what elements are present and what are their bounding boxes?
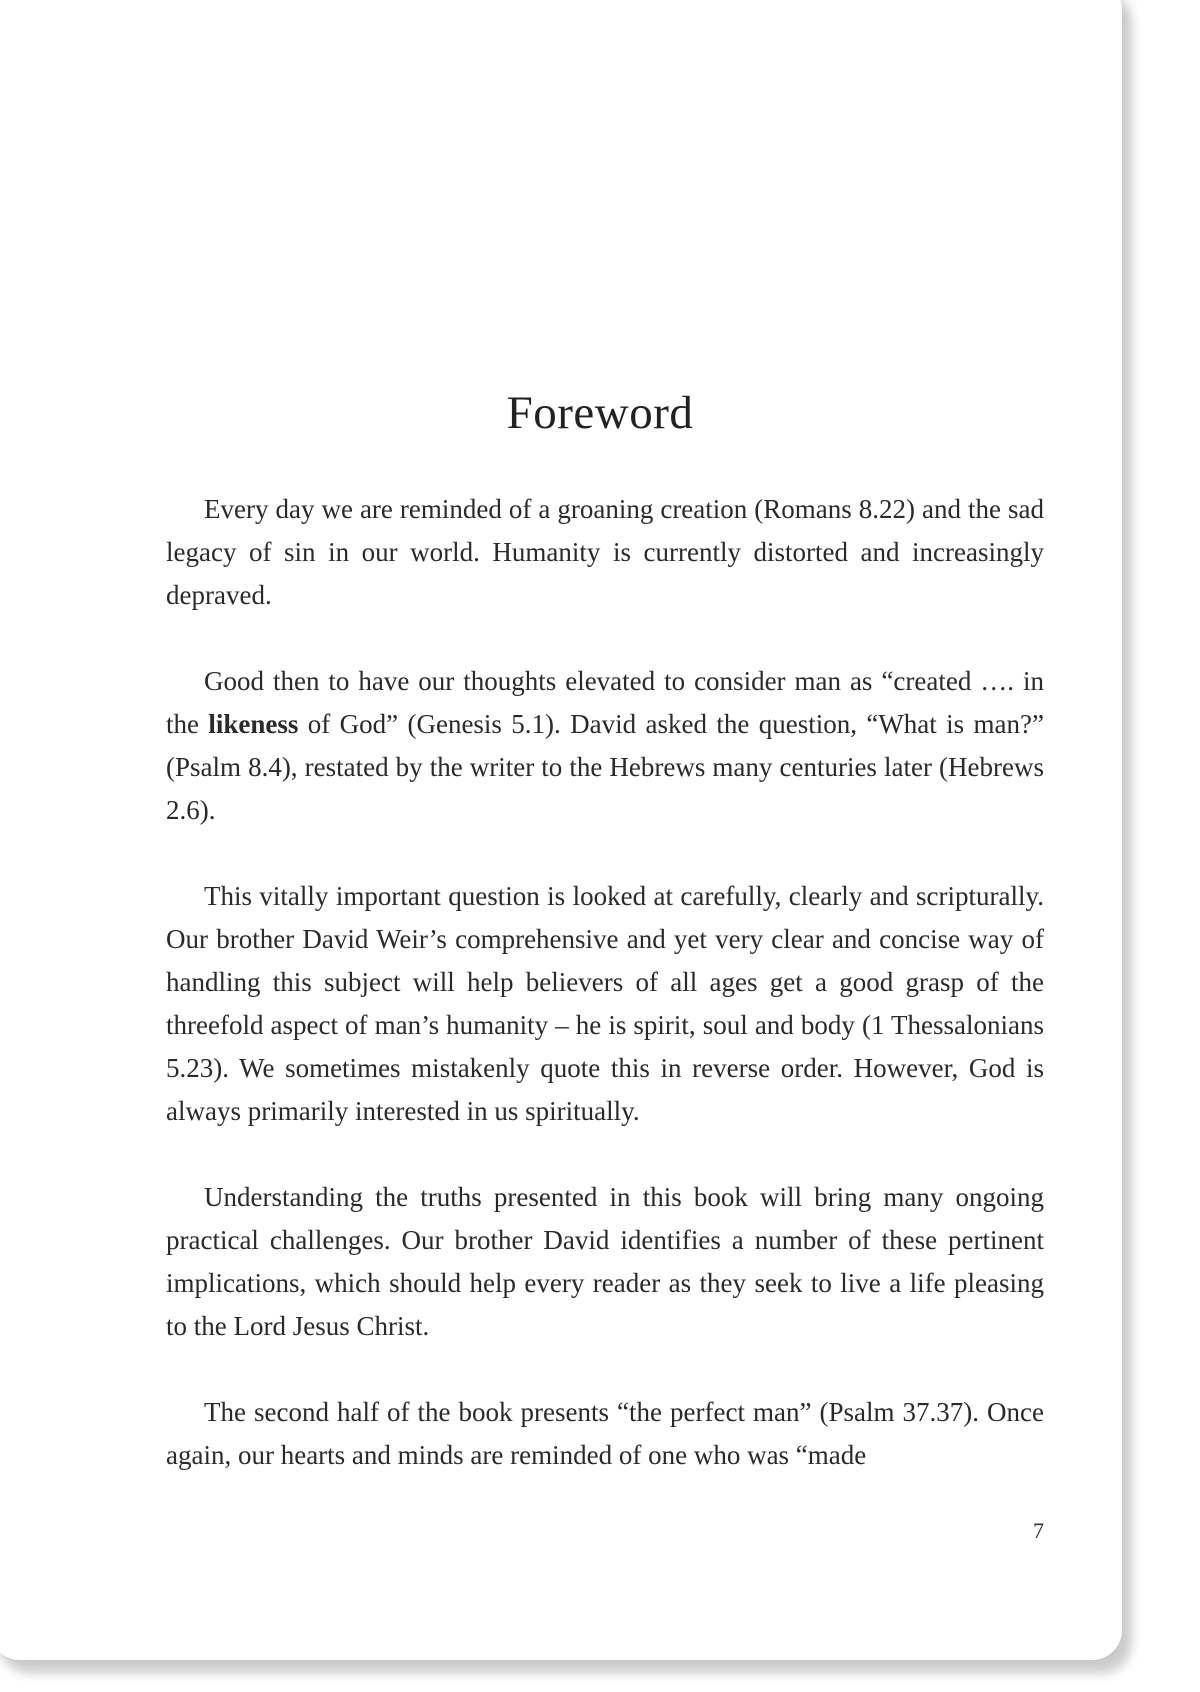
page-title: Foreword	[506, 387, 694, 439]
page-number: 7	[1033, 1518, 1044, 1543]
paragraph-5: The second half of the book presents “the perfect man” (Psalm 37.37). Once again, our hearts and minds are reminded of one who was “made	[166, 1397, 1044, 1470]
paragraph-2-part-2: of God” (Genesis 5.1). David asked the question, “What is man?” (Psalm 8.4), restated by the writer to the Hebrews many centuries later (Hebrews 2.6).	[166, 709, 1044, 825]
paragraph-2-part-1: Good then to have our thoughts elevated to consider man as “created …. in the	[166, 666, 1044, 739]
paragraph-2	[166, 660, 1044, 832]
paragraph-4: Understanding the truths presented in this book will bring many ongoing practical challenges. Our brother David identifies a number of these pertinent implications, which should help every reader as they seek to live a life pleasing to the Lord Jesus Christ.	[166, 1182, 1044, 1341]
paragraph-3: This vitally important question is looked at carefully, clearly and scripturally. Our brother David Weir’s comprehensive and yet very clear and concise way of handling this subject will help believers of all ages get a good grasp of the threefold aspect of man’s humanity – he is spirit, soul and body (1 Thessalonians 5.23). We sometimes mistakenly quote this in reverse order. However, God is always primarily interested in us spiritually.	[166, 881, 1044, 1126]
foreword-body	[166, 488, 1044, 1520]
paragraph-1: Every day we are reminded of a groaning creation (Romans 8.22) and the sad legacy of sin in our world. Humanity is currently distorted and increasingly depraved.	[166, 494, 1044, 610]
bold-term-likeness: likeness	[208, 709, 299, 739]
